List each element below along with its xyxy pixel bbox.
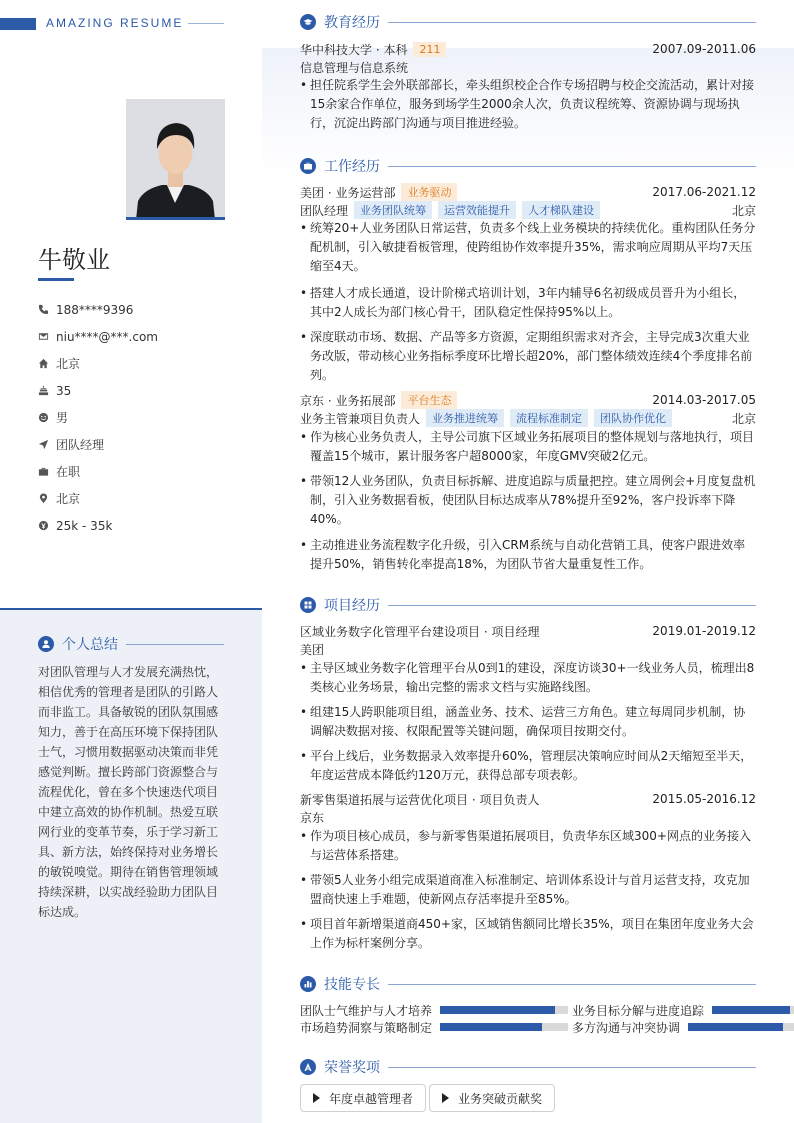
award-header — [300, 1057, 756, 1077]
major-text: 信息管理与信息系统 — [300, 60, 409, 75]
skill-divider — [388, 984, 756, 985]
work-skill-tag: 人才梯队建设 — [522, 201, 600, 219]
work-bullet: • 主动推进业务流程数字化升级，引入CRM系统与自动化营销工具，使客户跟进效率提升50%，销售转化率提高18%，为团队节省大量重复性工作。 — [300, 536, 756, 574]
contact-info — [38, 296, 238, 539]
home-icon — [38, 358, 56, 369]
award-title: 荣誉奖项 — [324, 1060, 380, 1076]
work-skill-tag: 流程标准制定 — [510, 409, 588, 427]
work-date: 2017.06-2021.12 — [652, 185, 756, 199]
project-company: 京东 — [300, 810, 325, 825]
project-name: 区域业务数字化管理平台建设项目 · 项目经理 — [300, 624, 540, 639]
project-company: 美团 — [300, 642, 325, 657]
info-status — [38, 458, 238, 485]
award-label: 业务突破贡献奖 — [458, 1091, 543, 1106]
info-age — [38, 377, 238, 404]
skill-name: 团队士气维护与人才培养 — [300, 1003, 433, 1018]
project-bullet: • 主导区域业务数字化管理平台从0到1的建设，深度访谈30+一线业务人员，梳理出8类核心业务场景，输出完整的需求文档与实施路线图。 — [300, 659, 756, 697]
education-header — [300, 12, 756, 32]
info-text: 25k - 35k — [56, 518, 113, 533]
work-date: 2014.03-2017.05 — [652, 393, 756, 407]
info-phone — [38, 296, 238, 323]
work-row-role — [300, 409, 756, 427]
work-company-tag: 业务驱动 — [401, 183, 457, 201]
work-row-role — [300, 201, 756, 219]
project-row — [300, 790, 756, 808]
info-text: 团队经理 — [56, 438, 105, 452]
graduation-cap-icon — [300, 14, 316, 30]
project-name: 新零售渠道拓展与运营优化项目 · 项目负责人 — [300, 792, 540, 807]
info-text: 35 — [56, 383, 72, 398]
school-tag: 211 — [413, 42, 446, 57]
project-bullet: • 平台上线后，业务数据录入效率提升60%，管理层决策响应时间从2天缩短至半天，年度运营成本降低约120万元，获得总部专项表彰。 — [300, 747, 756, 785]
briefcase-icon — [300, 158, 316, 174]
profile-photo — [126, 99, 225, 220]
work-skill-tag: 业务团队统筹 — [354, 201, 432, 219]
work-divider — [388, 166, 756, 167]
brand-bar — [0, 18, 36, 30]
user-icon — [38, 636, 54, 652]
work-bullet: • 作为核心业务负责人，主导公司旗下区域业务拓展项目的整体规划与落地执行，项目覆盖15个城市，累计服务客户超8000家，年度GMV突破2亿元。 — [300, 428, 756, 466]
summary-title: 个人总结 — [62, 637, 118, 653]
project-bullet: • 项目首年新增渠道商450+家，区域销售额同比增长35%，项目在集团年度业务大会上作为标杆案例分享。 — [300, 915, 756, 953]
bar-chart-icon — [300, 976, 316, 992]
sidebar — [0, 0, 262, 1123]
education-title: 教育经历 — [324, 15, 380, 31]
mail-icon — [38, 331, 56, 342]
info-text: 北京 — [56, 492, 81, 506]
skill-name: 多方沟通与冲突协调 — [572, 1020, 681, 1035]
gender-icon — [38, 412, 56, 423]
skill-name: 市场趋势洞察与策略制定 — [300, 1020, 433, 1035]
skill-item — [300, 1002, 568, 1018]
info-text: niu****@***.com — [56, 329, 158, 344]
work-company-tag: 平台生态 — [401, 391, 457, 409]
work-city: 北京 — [731, 203, 756, 218]
work-skill-tag: 团队协作优化 — [594, 409, 672, 427]
skill-bar-fill — [440, 1006, 555, 1014]
phone-icon — [38, 304, 56, 315]
award-divider — [388, 1067, 756, 1068]
skill-bar-fill — [712, 1006, 790, 1014]
project-row — [300, 622, 756, 640]
skill-bar — [688, 1023, 794, 1031]
candidate-name: 牛敬业 — [38, 246, 110, 274]
skill-item — [572, 1019, 794, 1035]
summary-text: 对团队管理与人才发展充满热忱，相信优秀的管理者是团队的引路人而非监工。具备敏锐的团队氛围感知力，善于在高压环境下保持团队士气，习惯用数据驱动决策而非凭感觉判断。擅长跨部门资源整合与流程优化，曾在多个快速迭代项目中建立高效的协作机制。热爱互联网行业的变革节奏，乐于学习新工具、新方法，始终保持对业务增长的敏锐嗅觉。期待在销售管理领域持续深耕，以实战经验助力团队目标达成。 — [38, 665, 219, 919]
work-bullet: • 统筹20+人业务团队日常运营，负责多个线上业务模块的持续优化。重构团队任务分配机制，引入敏捷看板管理，使跨组协作效率提升35%，需求响应周期从平均7天压缩至4天。 — [300, 219, 756, 276]
work-role: 团队经理 — [300, 203, 349, 218]
project-company-row — [300, 640, 756, 658]
project-bullet: • 组建15人跨职能项目组，涵盖业务、技术、运营三方角色。建立每周同步机制，协调解决数据对接、权限配置等关键问题，确保项目按期交付。 — [300, 703, 756, 741]
education-row — [300, 40, 756, 58]
education-bullet: • 担任院系学生会外联部部长，牵头组织校企合作专场招聘与校企交流活动，累计对接15余家合作单位，服务到场学生2000余人次，负责议程统筹、资源协调与现场执行，沉淀出跨部门沟通与项目推进经验。 — [300, 76, 756, 133]
work-header — [300, 156, 756, 176]
skill-title: 技能专长 — [324, 977, 380, 993]
work-city: 北京 — [731, 411, 756, 426]
portrait-avatar-icon — [126, 99, 225, 220]
work-skill-tag: 业务推进统筹 — [426, 409, 504, 427]
skill-bar — [440, 1023, 568, 1031]
work-company: 美团 · 业务运营部 — [300, 185, 396, 200]
brand-title: AMAZING RESUME — [46, 16, 184, 30]
play-icon — [313, 1093, 320, 1103]
summary-header — [38, 634, 224, 654]
award-badge — [429, 1084, 555, 1112]
work-skill-tag: 运营效能提升 — [438, 201, 516, 219]
project-title: 项目经历 — [324, 598, 380, 614]
brand-line — [188, 23, 224, 24]
info-location — [38, 485, 238, 512]
skill-header — [300, 974, 756, 994]
info-text: 在职 — [56, 465, 81, 479]
education-date: 2007.09-2011.06 — [652, 42, 756, 56]
cake-icon — [38, 385, 56, 396]
skill-bar — [712, 1006, 794, 1014]
project-bullet: • 带领5人业务小组完成渠道商准入标准制定、培训体系设计与首月运营支持，攻克加盟商快速上手难题，使新网点存活率提升至85%。 — [300, 871, 756, 909]
work-title: 工作经历 — [324, 159, 380, 175]
project-header — [300, 595, 756, 615]
award-badge — [300, 1084, 426, 1112]
skill-bar-fill — [688, 1023, 783, 1031]
education-divider — [388, 22, 756, 23]
project-company-row — [300, 808, 756, 826]
info-text: 男 — [56, 411, 69, 425]
project-date: 2015.05-2016.12 — [652, 792, 756, 806]
skill-name: 业务目标分解与进度追踪 — [572, 1003, 705, 1018]
info-email — [38, 323, 238, 350]
grid-icon — [300, 597, 316, 613]
school-name: 华中科技大学 · 本科 — [300, 42, 408, 57]
work-company: 京东 · 业务拓展部 — [300, 393, 396, 408]
info-text: 北京 — [56, 357, 81, 371]
award-label: 年度卓越管理者 — [329, 1091, 414, 1106]
info-text: 188****9396 — [56, 302, 134, 317]
info-gender — [38, 404, 238, 431]
education-major — [300, 58, 756, 76]
info-home — [38, 350, 238, 377]
award-icon — [300, 1059, 316, 1075]
skill-bar — [440, 1006, 568, 1014]
send-icon — [38, 439, 56, 450]
skill-bar-fill — [440, 1023, 542, 1031]
project-divider — [388, 605, 756, 606]
project-date: 2019.01-2019.12 — [652, 624, 756, 638]
salary-icon — [38, 520, 56, 531]
briefcase-icon — [38, 466, 56, 477]
name-underline — [38, 278, 74, 281]
work-bullet: • 搭建人才成长通道，设计阶梯式培训计划，3年内辅导6名初级成员晋升为小组长，其中2人成长为部门核心骨干，团队稳定性保持95%以上。 — [300, 284, 756, 322]
location-icon — [38, 493, 56, 504]
info-salary — [38, 512, 238, 539]
info-position — [38, 431, 238, 458]
skill-item — [300, 1019, 568, 1035]
play-icon — [442, 1093, 449, 1103]
work-role: 业务主管兼项目负责人 — [300, 411, 421, 426]
skill-item — [572, 1002, 794, 1018]
project-bullet: • 作为项目核心成员，参与新零售渠道拓展项目，负责华东区域300+网点的业务接入与运营体系搭建。 — [300, 827, 756, 865]
work-row-company — [300, 391, 756, 409]
summary-divider — [126, 644, 224, 645]
work-bullet: • 深度联动市场、数据、产品等多方资源，定期组织需求对齐会，主导完成3次重大业务改版，带动核心业务指标季度环比增长超20%，部门整体绩效连续4个季度排名前列。 — [300, 328, 756, 385]
work-row-company — [300, 183, 756, 201]
work-bullet: • 带领12人业务团队，负责目标拆解、进度追踪与质量把控。建立周例会+月度复盘机制，引入业务数据看板，使团队目标达成率从78%提升至92%，客户投诉率下降40%。 — [300, 472, 756, 529]
